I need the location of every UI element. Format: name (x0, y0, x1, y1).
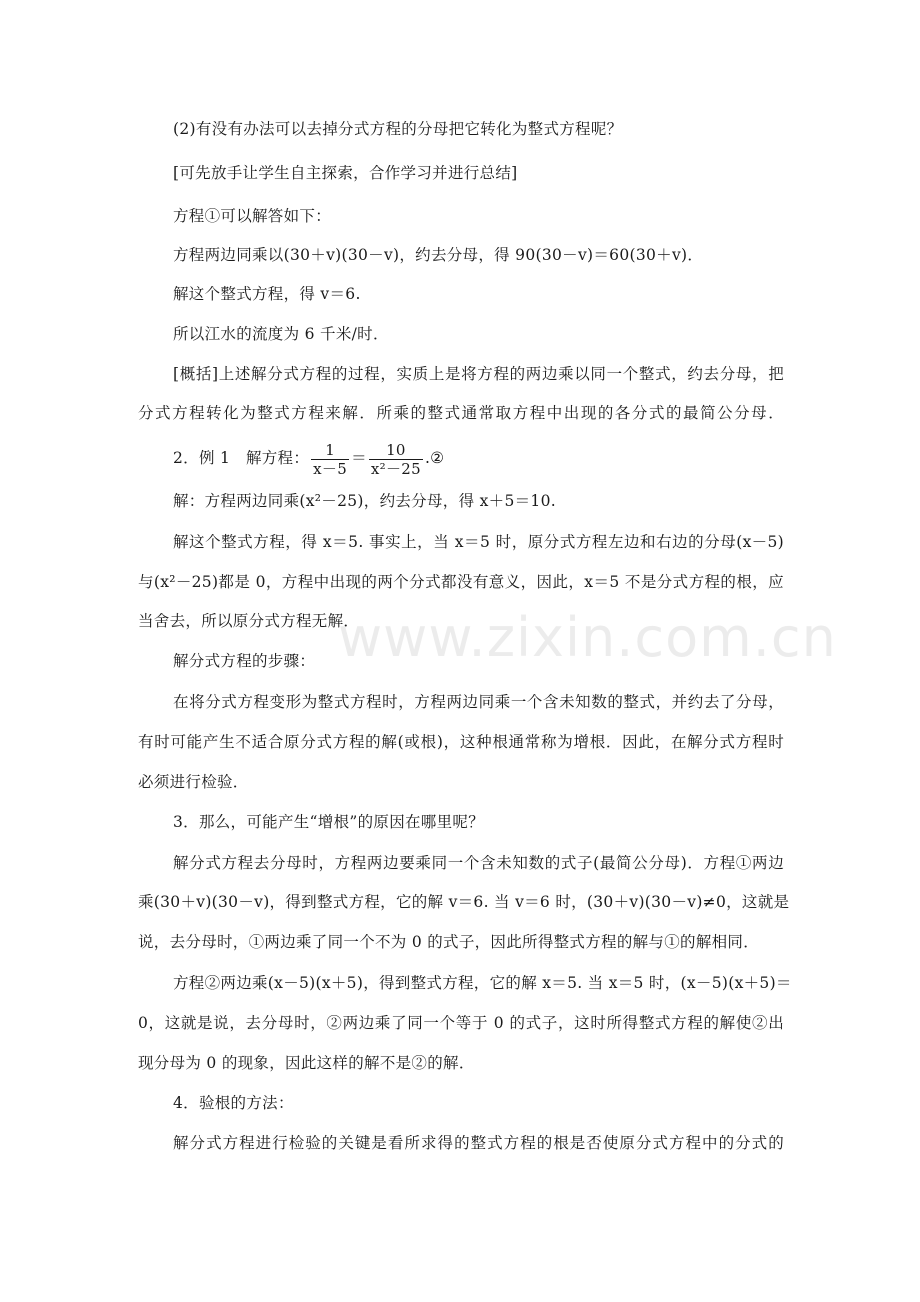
watermark: www.zixin.com.cn (338, 606, 837, 669)
fraction-left (311, 441, 349, 478)
teaching-note: [可先放手让学生自主探索，合作学习并进行总结] (173, 164, 518, 182)
example-1 (173, 438, 784, 478)
reason-line-2: 乘(30＋v)(30－v)，得到整式方程，它的解 v＝6. 当 v＝6 时，(30＋v)(30－v)≠0，这就是 (138, 893, 790, 911)
solution-step-2: 解这个整式方程，得 v＝6. (173, 285, 361, 303)
fraction-right-denominator: x²－25 (370, 459, 421, 478)
analysis-line-3: 当舍去，所以原分式方程无解． (138, 612, 360, 630)
summary-line-1: [概括]上述解分式方程的过程，实质上是将方程的两边乘以同一个整式，约去分母，把 (173, 365, 784, 383)
fraction-left-numerator: 1 (325, 440, 336, 459)
solution-step-1: 方程两边同乘以(30＋v)(30－v)，约去分母，得 90(30－v)＝60(30＋v)． (173, 246, 704, 264)
reason-line-1: 解分式方程去分母时，方程两边要乘同一个含未知数的式子(最简公分母)．方程①两边 (173, 854, 784, 872)
example-1-prefix: 2．例 1 解方程： (173, 449, 310, 467)
fraction-right-numerator: 10 (386, 440, 406, 459)
analysis-line-2: 与(x²－25)都是 0，方程中出现的两个分式都没有意义，因此，x＝5 不是分式方程的根，应 (138, 573, 784, 591)
equals-sign: ＝ (351, 449, 367, 467)
equation-label: .② (424, 449, 445, 467)
summary-line-2: 分式方程转化为整式方程来解．所乘的整式通常取方程中出现的各分式的最简公分母． (138, 404, 784, 422)
steps-heading: 解分式方程的步骤： (173, 652, 316, 670)
example-1-solution: 解：方程两边同乘(x²－25)，约去分母，得 x＋5＝10. (173, 492, 556, 510)
equation-2-line-1: 方程②两边乘(x－5)(x＋5)，得到整式方程，它的解 x＝5. 当 x＝5 时，(x－5)(x＋5)＝ (173, 974, 792, 992)
fraction-right (369, 441, 423, 478)
solution-conclusion: 所以江水的流度为 6 千米/时． (173, 325, 389, 343)
steps-line-3: 必须进行检验． (138, 773, 249, 791)
steps-line-2: 有时可能产生不适合原分式方程的解(或根)，这种根通常称为增根．因此，在解分式方程时 (138, 733, 784, 751)
question-2: (2)有没有办法可以去掉分式方程的分母把它转化为整式方程呢？ (173, 120, 623, 138)
reason-line-3: 说，去分母时，①两边乘了同一个不为 0 的式子，因此所得整式方程的解与①的解相同． (138, 933, 760, 951)
verification-line-1: 解分式方程进行检验的关键是看所求得的整式方程的根是否使原分式方程中的分式的 (173, 1134, 784, 1152)
equation-2-line-3: 现分母为 0 的现象，因此这样的解不是②的解． (138, 1054, 475, 1072)
equation-2-line-2: 0，这就是说，去分母时，②两边乘了同一个等于 0 的式子，这时所得整式方程的解使②出 (138, 1014, 784, 1032)
question-3: 3．那么，可能产生“增根”的原因在哪里呢？ (173, 813, 485, 831)
analysis-line-1: 解这个整式方程，得 x＝5. 事实上，当 x＝5 时，原分式方程左边和右边的分母(x－5) (173, 533, 784, 551)
steps-line-1: 在将分式方程变形为整式方程时，方程两边同乘一个含未知数的整式，并约去了分母， (173, 693, 784, 711)
fraction-left-denominator: x－5 (313, 459, 348, 478)
solution-intro: 方程①可以解答如下： (173, 207, 332, 225)
question-4: 4．验根的方法： (173, 1094, 294, 1112)
